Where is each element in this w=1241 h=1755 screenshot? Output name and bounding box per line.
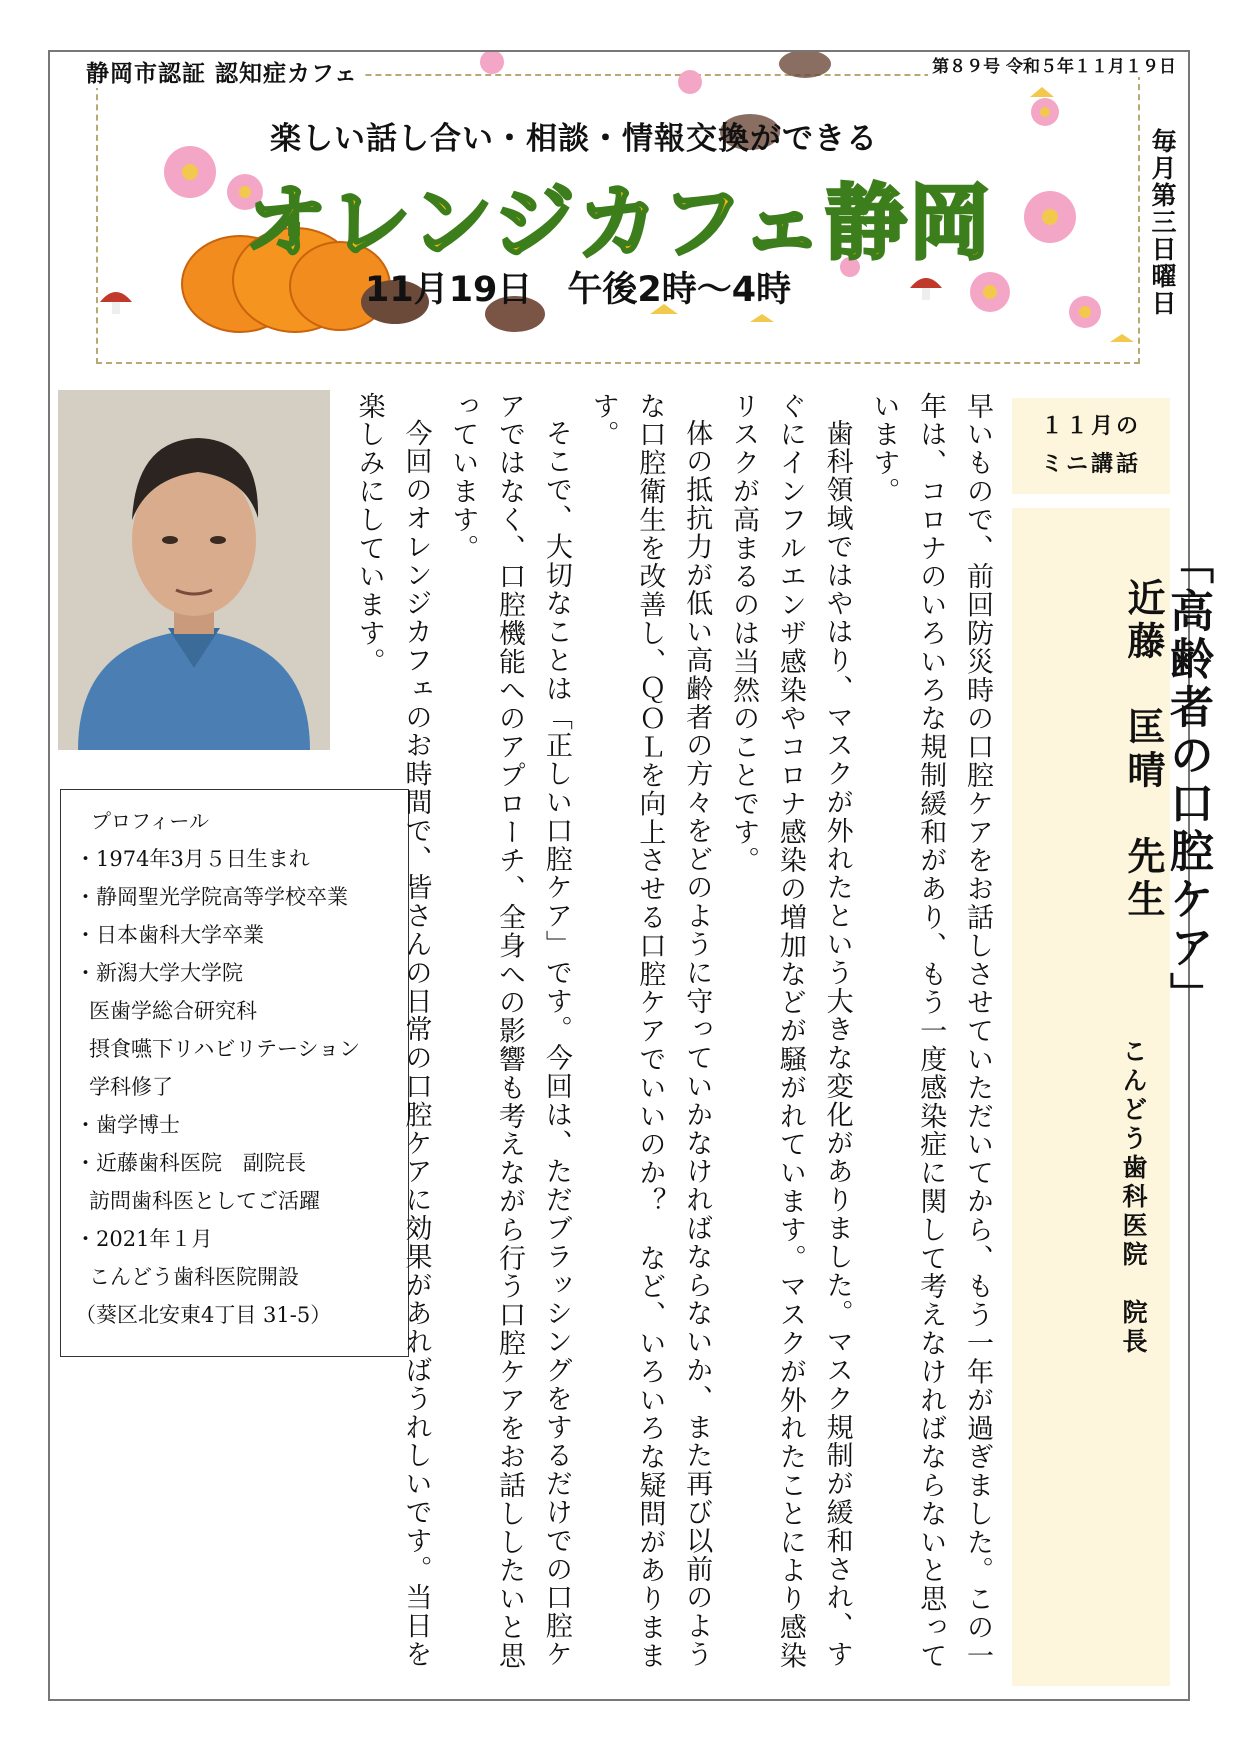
monthly-schedule: 毎月第三日曜日 (1148, 128, 1177, 317)
profile-line: ・新潟大学大学院 (75, 961, 243, 985)
lecturer-name: 近藤 匡晴 先生 (1121, 578, 1165, 922)
mini-lecture-label (1012, 398, 1170, 494)
profile-line: 訪問歯科医としてご活躍 (89, 1189, 320, 1213)
header-banner (50, 52, 1188, 370)
article-body (353, 392, 1000, 1682)
profile-line: （葵区北安東4丁目 31-5） (75, 1303, 332, 1327)
lecturer-photo (58, 390, 330, 750)
profile-line: 学科修了 (89, 1075, 173, 1099)
profile-line: ・近藤歯科医院 副院長 (75, 1151, 306, 1175)
profile-line: こんどう歯科医院開設 (89, 1265, 299, 1289)
certification-label: 静岡市認証 認知症カフェ (82, 55, 362, 88)
article-paragraph: 今回のオレンジカフェのお時間で、皆さんの日常の口腔ケアに効果があればうれしいです。当日を楽しみにしています。 (353, 392, 432, 1669)
profile-line: ・2021年１月 (75, 1227, 213, 1251)
lecture-label-type: ミニ講話 (1040, 452, 1141, 477)
profile-line: ・1974年3月５日生まれ (75, 847, 310, 871)
profile-line: ・静岡聖光学院高等学校卒業 (75, 885, 348, 909)
event-date-time: 11月19日 午後2時～4時 (365, 270, 792, 310)
profile-heading: プロフィール (91, 809, 209, 833)
lecture-title: 「高齢者の口腔ケア」 (1162, 540, 1213, 1020)
article-paragraph: 歯科領域ではやはり、マスクが外れたという大きな変化がありました。マスク規制が緩和され、すぐにインフルエンザ感染やコロナ感染の増加などが騒がれています。マスクが外れたことにより感染リスクが高まるのは当然のことです。 (728, 392, 853, 1670)
profile-line: ・日本歯科大学卒業 (75, 923, 264, 947)
article-paragraph: そこで、大切なことは「正しい口腔ケア」です。今回は、ただブラッシングをするだけでの口腔ケアではなく、口腔機能へのアプローチ、全身への影響も考えながら行う口腔ケアをお話ししたいと思っています。 (447, 392, 572, 1670)
tagline: 楽しい話し合い・相談・情報交換ができる (270, 121, 878, 157)
cafe-title: オレンジカフェ静岡 (245, 176, 993, 271)
lecture-label-month: １１月の (1040, 414, 1141, 439)
article-paragraph: 早いもので、前回防災時の口腔ケアをお話しさせていただいてから、もう一年が過ぎました。この一年は、コロナのいろいろな規制緩和があり、もう一度感染症に関して考えなければならないと思っています。 (868, 392, 993, 1670)
profile-line: ・歯学博士 (75, 1113, 180, 1137)
profile-line: 摂食嚥下リハビリテーション (89, 1037, 361, 1061)
issue-number: 第８９号 令和５年１１月１９日 (928, 52, 1180, 77)
article-paragraph: 体の抵抗力が低い高齢者の方々をどのように守っていかなければならないか、また再び以前のような口腔衛生を改善し、ＱＯＬを向上させる口腔ケアでいいのか？ など、いろいろな疑問がありまます。 (587, 392, 713, 1670)
profile-line: 医歯学総合研究科 (89, 999, 257, 1023)
lecturer-clinic: こんどう歯科医院 院長 (1119, 1038, 1148, 1357)
